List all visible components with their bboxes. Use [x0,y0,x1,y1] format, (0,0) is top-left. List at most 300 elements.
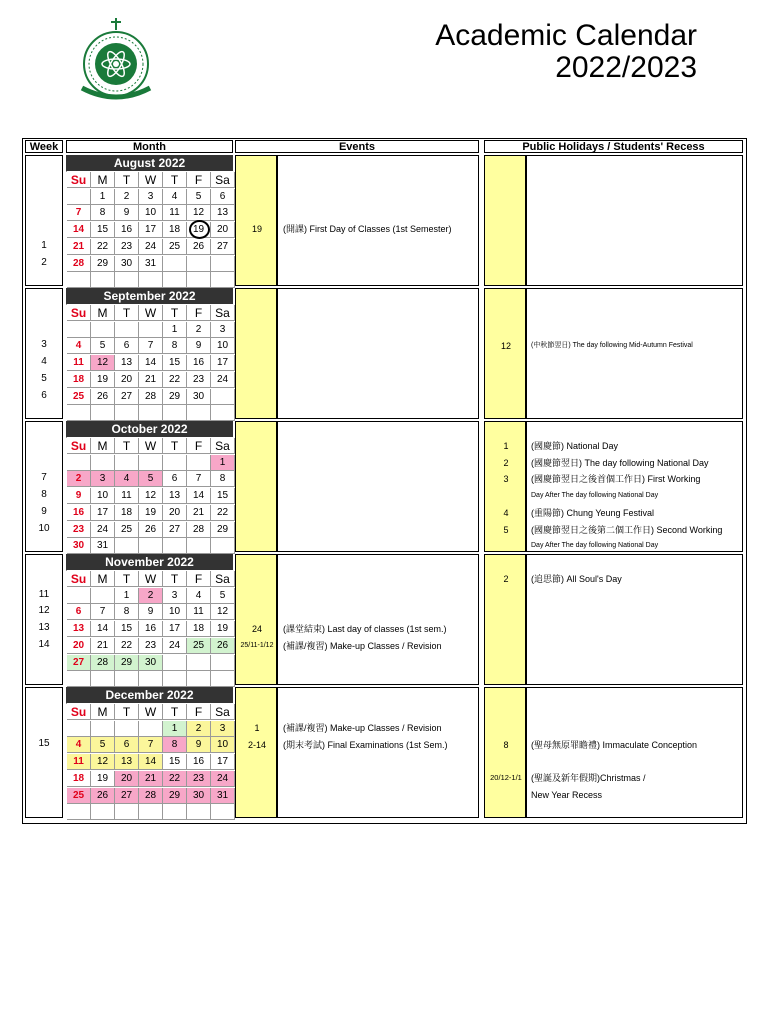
day-cell [187,455,211,471]
day-cell: 28 [91,655,115,671]
day-cell: 13 [115,754,139,770]
week-number: 13 [38,622,50,634]
holidays-box [526,687,743,818]
title-line-1: Academic Calendar [435,19,697,52]
week-number: 8 [41,489,47,501]
day-cell: 7 [67,205,91,221]
holiday-date: 12 [500,341,511,352]
day-cell: 13 [211,205,235,221]
day-cell: 26 [139,522,163,538]
day-cell [91,405,115,421]
day-cell: 2 [187,721,211,737]
day-header: Sa [211,172,235,188]
day-cell: 8 [91,205,115,221]
day-cell: 3 [211,721,235,737]
week-number: 4 [41,356,47,368]
day-cell: 8 [115,604,139,620]
day-cell: 24 [163,638,187,654]
day-cell: 10 [163,604,187,620]
day-header: F [187,438,211,454]
day-header: Su [67,571,91,587]
day-cell [115,405,139,421]
day-cell: 13 [163,488,187,504]
day-cell [91,322,115,338]
day-cell: 26 [211,638,235,654]
day-header: F [187,704,211,720]
day-cell [139,455,163,471]
day-cell: 18 [115,505,139,521]
day-cell: 16 [115,222,139,238]
day-header: M [91,305,115,321]
day-cell: 7 [139,737,163,753]
day-cell [139,405,163,421]
week-number: 1 [41,239,47,251]
day-cell: 16 [139,621,163,637]
day-cell [67,322,91,338]
month-block [25,554,743,685]
day-cell [163,455,187,471]
day-cell: 11 [115,488,139,504]
day-cell [187,538,211,554]
day-header: T [115,704,139,720]
event-text: (期末考試) Final Examinations (1st Sem.) [283,739,448,750]
day-cell: 2 [115,189,139,205]
day-cell [163,405,187,421]
day-header: F [187,571,211,587]
event-text: (課堂結束) Last day of classes (1st sem.) [283,624,447,635]
day-cell: 20 [115,372,139,388]
day-cell [163,655,187,671]
day-header: T [115,172,139,188]
day-cell [139,721,163,737]
day-cell: 20 [163,505,187,521]
holiday-date-column [484,155,526,286]
day-cell: 13 [67,621,91,637]
holiday-text: (重陽節) Chung Yeung Festival [531,507,655,518]
month-title: September 2022 [66,288,233,304]
day-cell: 1 [163,721,187,737]
day-cell: 12 [211,604,235,620]
holiday-text: Day After The day following National Day [531,492,659,500]
day-header: T [115,571,139,587]
day-cell: 27 [115,788,139,804]
day-grid [66,570,230,668]
week-number: 3 [41,339,47,351]
holidays-box [526,155,743,286]
day-header: W [139,438,163,454]
day-cell: 21 [67,239,91,255]
day-cell [91,588,115,604]
day-header: T [163,704,187,720]
month-title: November 2022 [66,554,233,570]
day-cell: 18 [67,372,91,388]
day-cell: 21 [187,505,211,521]
day-header: Su [67,305,91,321]
month-block [25,421,743,552]
circled-date-marker [189,220,210,239]
day-cell: 22 [91,239,115,255]
day-cell [115,538,139,554]
day-cell: 4 [67,737,91,753]
events-box [277,687,479,818]
week-column [25,687,63,818]
holiday-date-column [484,421,526,552]
day-header: T [115,305,139,321]
event-date: 25/11-1/12 [240,641,274,649]
day-header: Su [67,172,91,188]
day-grid [66,703,230,801]
month-calendar [66,554,233,685]
day-cell [187,272,211,288]
events-box [277,421,479,552]
day-cell: 22 [115,638,139,654]
day-header: W [139,305,163,321]
day-cell: 1 [91,189,115,205]
month-block [25,155,743,286]
day-cell [211,655,235,671]
day-cell: 23 [187,372,211,388]
day-cell: 19 [187,222,211,238]
day-cell: 15 [163,754,187,770]
day-cell: 12 [187,205,211,221]
event-text: (開課) First Day of Classes (1st Semester) [283,224,452,235]
day-cell: 5 [91,737,115,753]
day-cell [211,538,235,554]
day-cell: 4 [187,588,211,604]
day-cell: 24 [211,372,235,388]
day-cell: 15 [211,488,235,504]
holiday-date-column [484,687,526,818]
holiday-text: (聖母無原罪瞻禮) Immaculate Conception [531,739,698,750]
day-cell: 24 [91,522,115,538]
day-cell: 12 [139,488,163,504]
day-header: W [139,704,163,720]
day-cell: 29 [163,788,187,804]
day-cell: 25 [115,522,139,538]
day-cell [211,272,235,288]
day-cell [211,804,235,820]
holiday-date: 1 [503,441,509,451]
event-date-column [235,155,277,286]
day-header: W [139,571,163,587]
event-date: 1 [254,723,260,733]
day-cell: 15 [91,222,115,238]
day-cell: 31 [211,788,235,804]
day-cell: 23 [187,771,211,787]
day-header: M [91,438,115,454]
day-cell: 27 [67,655,91,671]
day-cell: 21 [139,771,163,787]
day-cell: 19 [91,372,115,388]
day-cell [163,272,187,288]
day-cell [211,671,235,687]
day-grid [66,304,230,402]
day-cell: 7 [91,604,115,620]
day-header: M [91,571,115,587]
day-cell: 17 [211,355,235,371]
week-number: 14 [38,638,50,650]
day-cell [115,455,139,471]
holiday-date: 3 [503,474,509,485]
day-cell: 25 [67,788,91,804]
day-header: T [163,305,187,321]
holidays-box [526,554,743,685]
holiday-text: (追思節) All Soul's Day [531,574,622,584]
day-header: F [187,172,211,188]
day-cell: 11 [187,604,211,620]
day-cell: 8 [163,338,187,354]
header-week: Week [25,140,63,153]
month-calendar [66,155,233,286]
day-cell [115,322,139,338]
day-cell: 6 [211,189,235,205]
holiday-date-column [484,554,526,685]
day-cell [91,671,115,687]
holiday-date: 2 [503,457,509,468]
day-cell: 29 [115,655,139,671]
event-text: (補課/複習) Make-up Classes / Revision [283,723,442,733]
day-cell: 23 [115,239,139,255]
day-cell: 12 [91,355,115,371]
day-cell: 30 [67,538,91,554]
header-holidays: Public Holidays / Students' Recess [484,140,743,153]
day-cell: 22 [211,505,235,521]
day-cell [139,538,163,554]
day-header: F [187,305,211,321]
day-cell: 14 [139,754,163,770]
day-cell [211,256,235,272]
day-cell: 1 [163,322,187,338]
day-cell [139,322,163,338]
day-cell [91,721,115,737]
day-cell: 10 [139,205,163,221]
day-cell: 15 [163,355,187,371]
day-cell [67,405,91,421]
day-cell: 19 [139,505,163,521]
day-cell: 30 [139,655,163,671]
holiday-date: 20/12-1/1 [490,773,522,783]
day-cell [67,804,91,820]
day-cell [187,671,211,687]
day-cell: 5 [139,471,163,487]
day-grid [66,437,230,552]
day-cell: 28 [67,256,91,272]
event-date-column [235,421,277,552]
day-cell: 14 [67,222,91,238]
event-date: 24 [251,624,262,635]
day-cell: 3 [211,322,235,338]
day-cell: 17 [211,754,235,770]
holiday-text: (國慶節翌日之後首個工作日) First Working [531,474,701,485]
day-cell: 25 [163,239,187,255]
day-cell: 9 [187,338,211,354]
day-cell [115,721,139,737]
holiday-date: 2 [503,574,509,584]
holiday-text: (聖誕及新年假期)Christmas / [531,773,646,784]
day-cell: 5 [91,338,115,354]
day-cell: 3 [163,588,187,604]
day-grid [66,171,230,269]
holiday-date: 4 [503,507,509,518]
day-cell: 14 [187,488,211,504]
day-header: T [163,571,187,587]
week-number: 5 [41,372,47,384]
day-cell [115,272,139,288]
day-cell: 20 [211,222,235,238]
school-logo [74,16,158,102]
holidays-box [526,421,743,552]
day-cell: 10 [211,737,235,753]
day-cell: 17 [163,621,187,637]
day-cell [163,671,187,687]
day-cell: 27 [163,522,187,538]
day-header: M [91,704,115,720]
month-title: August 2022 [66,155,233,171]
day-header: Sa [211,571,235,587]
day-cell [115,671,139,687]
holiday-text: New Year Recess [531,789,603,800]
day-cell: 19 [91,771,115,787]
month-block [25,687,743,818]
day-cell: 17 [91,505,115,521]
day-cell: 24 [211,771,235,787]
day-header: Sa [211,305,235,321]
day-cell: 30 [187,788,211,804]
day-cell: 26 [187,239,211,255]
day-cell [139,671,163,687]
day-cell: 4 [115,471,139,487]
week-number: 7 [41,472,47,484]
day-cell: 7 [187,471,211,487]
day-cell [67,671,91,687]
day-cell [139,804,163,820]
day-header: T [163,172,187,188]
holiday-text: (國慶節翌日之後第二個工作日) Second Working [531,524,723,535]
day-cell: 4 [163,189,187,205]
day-cell: 2 [67,471,91,487]
holidays-box [526,288,743,419]
day-cell: 5 [187,189,211,205]
day-cell [91,804,115,820]
day-cell: 23 [139,638,163,654]
day-cell [187,405,211,421]
event-date-column [235,288,277,419]
day-cell [187,655,211,671]
event-text: (補課/複習) Make-up Classes / Revision [283,640,442,651]
day-cell: 8 [163,737,187,753]
day-cell: 12 [91,754,115,770]
day-cell: 28 [139,389,163,405]
day-cell: 10 [91,488,115,504]
week-number: 10 [38,522,50,534]
day-cell [163,538,187,554]
day-cell: 9 [67,488,91,504]
day-cell: 11 [67,754,91,770]
day-cell: 21 [139,372,163,388]
day-cell [211,405,235,421]
day-cell: 24 [139,239,163,255]
day-cell [163,804,187,820]
month-title: December 2022 [66,687,233,703]
day-header: T [115,438,139,454]
week-number: 2 [41,256,47,268]
header-month: Month [66,140,233,153]
day-cell: 9 [139,604,163,620]
day-cell: 30 [115,256,139,272]
holiday-date-column [484,288,526,419]
day-cell: 7 [139,338,163,354]
day-cell: 9 [187,737,211,753]
day-cell: 25 [187,638,211,654]
day-header: M [91,172,115,188]
day-cell: 5 [211,588,235,604]
event-date-column [235,554,277,685]
holiday-text: (中秋節翌日) The day following Mid-Autumn Festival [531,342,693,350]
day-cell [67,272,91,288]
day-cell: 6 [163,471,187,487]
day-header: Su [67,704,91,720]
month-calendar [66,421,233,552]
day-cell: 4 [67,338,91,354]
event-date: 19 [251,224,262,235]
day-header: Sa [211,704,235,720]
day-cell: 29 [211,522,235,538]
holiday-text: Day After The day following National Day [531,542,659,550]
month-calendar [66,288,233,419]
week-number: 12 [38,605,50,617]
day-cell [67,189,91,205]
month-block [25,288,743,419]
month-calendar [66,687,233,818]
day-cell: 16 [187,754,211,770]
day-cell: 10 [211,338,235,354]
header-events: Events [235,140,479,153]
day-header: W [139,172,163,188]
day-cell: 11 [67,355,91,371]
day-cell [211,389,235,405]
day-cell: 16 [187,355,211,371]
page-title [435,20,697,84]
day-cell: 25 [67,389,91,405]
day-cell: 18 [187,621,211,637]
day-cell: 3 [139,189,163,205]
day-cell: 18 [67,771,91,787]
holiday-date: 5 [503,524,509,535]
day-cell: 31 [139,256,163,272]
day-cell: 27 [211,239,235,255]
day-cell [91,455,115,471]
day-cell: 1 [211,455,235,471]
day-cell: 20 [115,771,139,787]
day-cell: 26 [91,788,115,804]
day-cell [187,256,211,272]
events-box [277,155,479,286]
day-cell: 11 [163,205,187,221]
day-cell: 17 [139,222,163,238]
day-cell: 29 [91,256,115,272]
day-cell: 2 [187,322,211,338]
day-cell: 2 [139,588,163,604]
day-cell: 16 [67,505,91,521]
day-cell: 28 [139,788,163,804]
day-cell [67,721,91,737]
day-cell: 14 [91,621,115,637]
week-number: 11 [38,588,50,600]
day-cell: 31 [91,538,115,554]
week-number: 9 [41,505,47,517]
week-number: 15 [38,738,50,750]
month-title: October 2022 [66,421,233,437]
